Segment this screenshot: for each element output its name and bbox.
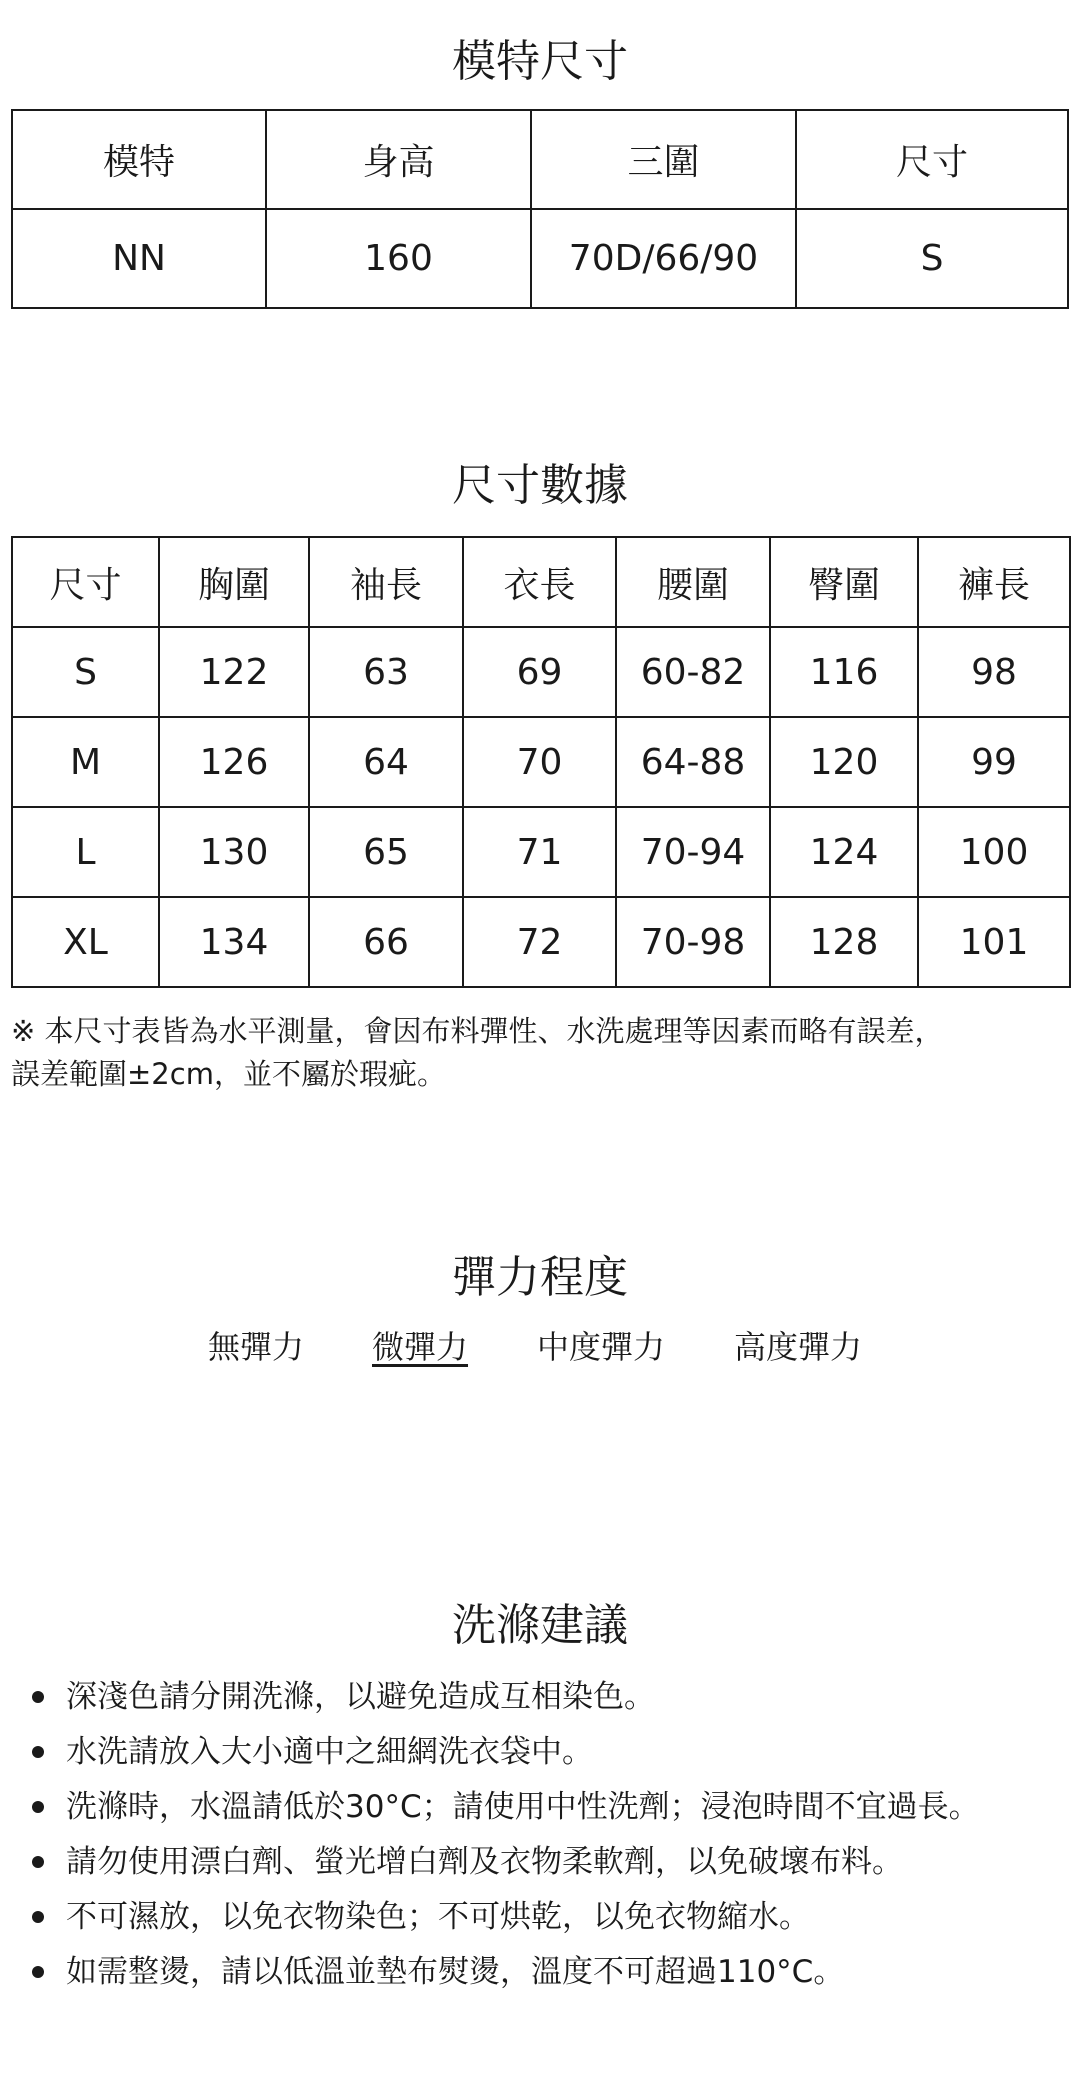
size-cell: XL [12,897,159,987]
model-cell: S [796,209,1068,308]
care-item-text: 請勿使用漂白劑、螢光增白劑及衣物柔軟劑，以免破壞布料。 [66,1844,903,1880]
size-table-row [12,807,1070,897]
size-cell: 126 [159,717,309,807]
size-cell: 60-82 [616,627,770,717]
size-cell: 71 [463,807,616,897]
size-cell: 101 [918,897,1070,987]
care-item [66,1945,1076,2000]
model-header-cell: 三圍 [531,110,796,209]
elasticity-option-high: 高度彈力 [734,1328,863,1366]
model-size-table [11,109,1069,309]
size-data-title: 尺寸數據 [452,460,628,511]
size-header-cell: 尺寸 [12,537,159,627]
bullet-icon [32,1691,44,1703]
size-cell: 64 [309,717,463,807]
model-size-title: 模特尺寸 [452,36,628,87]
model-header-cell: 身高 [266,110,531,209]
size-header-cell: 腰圍 [616,537,770,627]
size-cell: 99 [918,717,1070,807]
model-table-row [12,209,1068,308]
model-header-cell: 模特 [12,110,266,209]
bullet-icon [32,1966,44,1978]
size-cell: 120 [770,717,918,807]
model-cell: 160 [266,209,531,308]
measurement-note-line: ※ 本尺寸表皆為水平測量，會因布料彈性、水洗處理等因素而略有誤差， [11,1014,944,1048]
model-cell: 70D/66/90 [531,209,796,308]
care-item-text: 如需整燙，請以低溫並墊布熨燙，溫度不可超過110°C。 [66,1954,845,1990]
bullet-icon [32,1856,44,1868]
size-cell: 69 [463,627,616,717]
care-item-text: 不可濕放，以免衣物染色；不可烘乾，以免衣物縮水。 [66,1899,810,1935]
size-cell: S [12,627,159,717]
size-cell: 70 [463,717,616,807]
care-item-text: 洗滌時，水溫請低於30°C；請使用中性洗劑；浸泡時間不宜過長。 [66,1789,980,1825]
elasticity-scale [0,1324,1080,1374]
size-table-row [12,627,1070,717]
measurement-note-line: 誤差範圍±2cm，並不屬於瑕疵。 [11,1057,446,1091]
size-cell: 70-94 [616,807,770,897]
bullet-icon [32,1911,44,1923]
care-item [66,1890,1076,1945]
care-title: 洗滌建議 [452,1600,628,1651]
size-table-row [12,717,1070,807]
size-header-cell: 胸圍 [159,537,309,627]
care-item [66,1780,1076,1835]
care-item-text: 水洗請放入大小適中之細網洗衣袋中。 [66,1734,593,1770]
size-cell: 72 [463,897,616,987]
size-cell: 124 [770,807,918,897]
care-item [66,1835,1076,1890]
size-table-header-row [12,537,1070,627]
size-header-cell: 袖長 [309,537,463,627]
elasticity-title: 彈力程度 [452,1252,628,1303]
size-cell: 116 [770,627,918,717]
size-cell: 134 [159,897,309,987]
size-cell: 63 [309,627,463,717]
care-item [66,1725,1076,1780]
size-cell: 66 [309,897,463,987]
elasticity-option-medium: 中度彈力 [537,1328,666,1366]
size-cell: 100 [918,807,1070,897]
size-cell: 130 [159,807,309,897]
model-header-cell: 尺寸 [796,110,1068,209]
size-header-cell: 衣長 [463,537,616,627]
size-data-table [11,536,1071,988]
bullet-icon [32,1746,44,1758]
size-header-cell: 臀圍 [770,537,918,627]
bullet-icon [32,1801,44,1813]
care-instructions-list [66,1670,1076,2000]
size-cell: 128 [770,897,918,987]
size-cell: 98 [918,627,1070,717]
care-item-text: 深淺色請分開洗滌，以避免造成互相染色。 [66,1679,655,1715]
size-header-cell: 褲長 [918,537,1070,627]
size-cell: 64-88 [616,717,770,807]
model-cell: NN [12,209,266,308]
size-cell: M [12,717,159,807]
size-cell: 65 [309,807,463,897]
care-item [66,1670,1076,1725]
elasticity-option-slight-selected: 微彈力 [372,1328,469,1366]
size-table-row [12,897,1070,987]
measurement-note [11,1010,1069,1096]
model-table-header-row [12,110,1068,209]
size-cell: L [12,807,159,897]
elasticity-option-none: 無彈力 [208,1328,305,1366]
size-cell: 122 [159,627,309,717]
size-cell: 70-98 [616,897,770,987]
